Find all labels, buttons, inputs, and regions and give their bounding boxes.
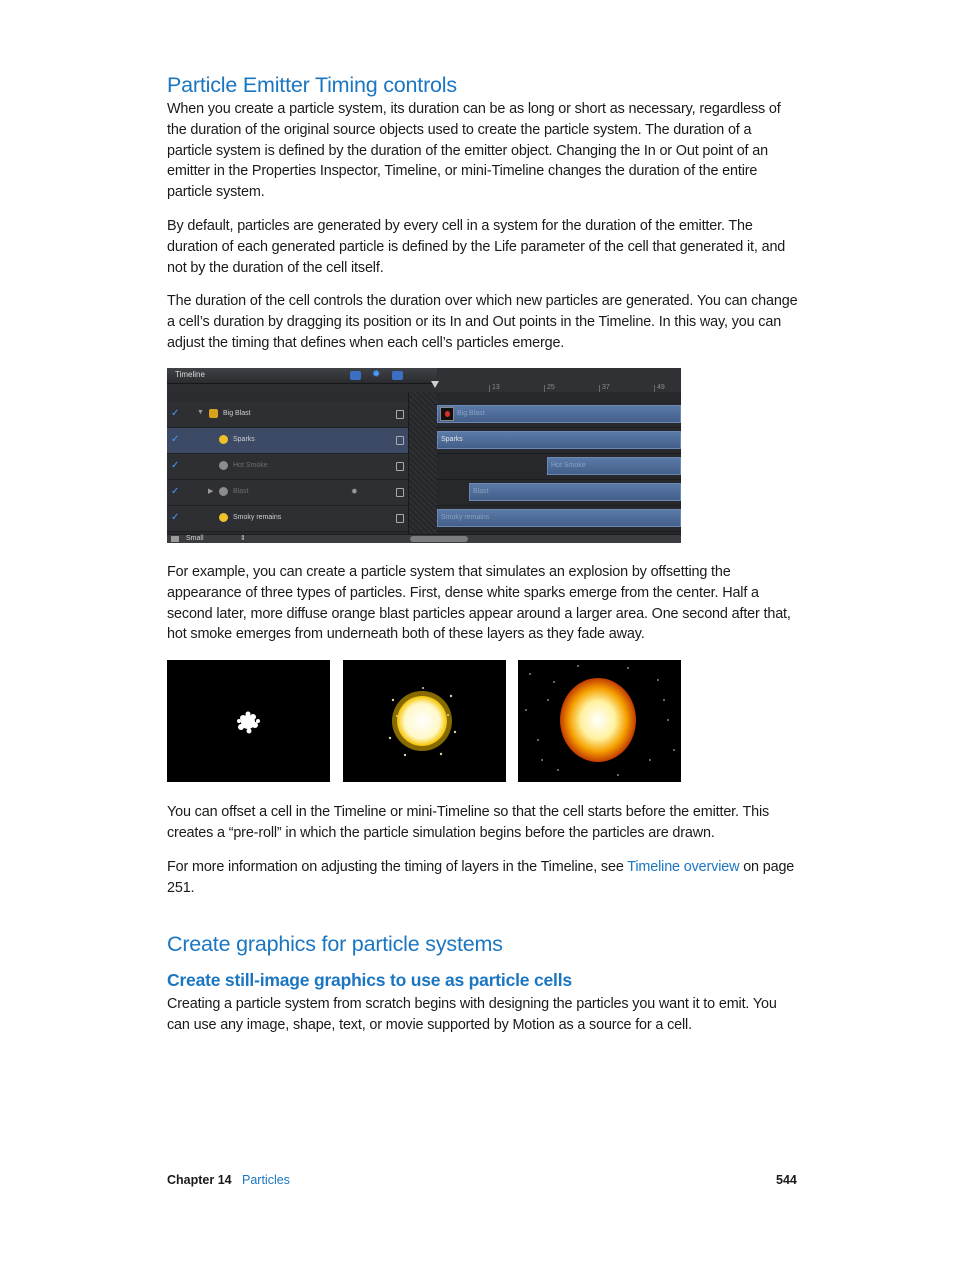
timeline-title: Timeline — [175, 370, 205, 379]
layers-icon[interactable] — [392, 371, 403, 380]
timeline-overview-link[interactable]: Timeline overview — [627, 859, 740, 875]
track-bar-blast[interactable] — [469, 483, 681, 501]
row-size-select[interactable]: Small — [186, 535, 204, 542]
bar-label: Big Blast — [457, 410, 485, 417]
disclosure-triangle-icon[interactable]: ▶ — [208, 488, 214, 495]
track-row — [437, 428, 681, 454]
layer-name: Sparks — [233, 436, 255, 443]
cell-icon — [219, 461, 228, 470]
layer-name: Big Blast — [223, 410, 251, 417]
layer-row-hot-smoke[interactable] — [167, 454, 408, 480]
layer-row-blast[interactable] — [167, 480, 408, 506]
section-heading-create-graphics: Create graphics for particle systems — [167, 932, 503, 956]
more-info-page-ref: on page 251. — [167, 859, 795, 896]
track-row — [437, 506, 681, 532]
sparks-frame-image — [167, 660, 330, 782]
gear-icon[interactable]: ✹ — [351, 487, 358, 496]
timeline-tracks — [437, 392, 681, 538]
footer-chapter-label: Chapter 14 — [167, 1173, 232, 1187]
track-bar-smoky-remains[interactable] — [437, 509, 681, 527]
subheading-still-image-graphics: Create still-image graphics to use as particle cells — [167, 970, 572, 990]
timeline-ruler[interactable] — [437, 368, 681, 393]
body-paragraph: By default, particles are generated by every cell in a system for the duration of the emitter. The duration of each generated particle is defined by the Life parameter of the cell that generated it, and not by the duration of the cell itself. — [167, 218, 786, 276]
body-paragraph-more-info — [167, 857, 799, 899]
layer-toggle-icon[interactable] — [171, 536, 179, 542]
track-bar-big-blast[interactable] — [437, 405, 681, 423]
layer-name: Smoky remains — [233, 514, 282, 521]
page-number: 544 — [776, 1173, 797, 1187]
bar-label: Sparks — [441, 436, 463, 443]
cell-icon — [219, 487, 228, 496]
visibility-checkbox[interactable]: ✓ — [171, 408, 180, 419]
chevron-updown-icon[interactable]: ⇕ — [240, 535, 246, 542]
playhead-icon[interactable] — [431, 381, 439, 388]
lock-icon[interactable] — [396, 436, 404, 445]
timeline-footer — [167, 534, 681, 543]
cell-icon — [219, 513, 228, 522]
ruler-tick-label: 37 — [602, 384, 610, 391]
smoke-explosion — [518, 660, 681, 782]
track-bar-sparks[interactable] — [437, 431, 681, 449]
layer-name: Hot Smoke — [233, 462, 268, 469]
horizontal-scrollbar[interactable] — [410, 536, 468, 542]
lock-icon[interactable] — [396, 488, 404, 497]
disclosure-triangle-icon[interactable]: ▼ — [197, 409, 204, 416]
view-toggle-icon[interactable] — [350, 371, 361, 380]
track-row — [437, 402, 681, 428]
section-heading-emitter-timing: Particle Emitter Timing controls — [167, 73, 457, 97]
body-paragraph: You can offset a cell in the Timeline or mini-Timeline so that the cell starts before the emitter. This creates a “pre-roll” in which the particle simulation begins before the particles are drawn. — [167, 804, 770, 841]
layer-row-smoky-remains[interactable] — [167, 506, 408, 532]
ruler-tick-label: 49 — [657, 384, 665, 391]
sparks-burst — [167, 660, 330, 782]
track-row — [437, 454, 681, 480]
visibility-checkbox[interactable]: ✓ — [171, 486, 180, 497]
gear-icon[interactable]: ✹ — [372, 369, 381, 380]
visibility-checkbox[interactable]: ✓ — [171, 434, 180, 445]
emitter-icon — [209, 409, 218, 418]
smoke-frame-image — [518, 660, 681, 782]
visibility-checkbox[interactable]: ✓ — [171, 512, 180, 523]
lock-icon[interactable] — [396, 462, 404, 471]
body-paragraph: The duration of the cell controls the duration over which new particles are generated. You can change a cell’s duration by dragging its position or its In and Out points in the Timeline. In this way, you can adjust the timing that defines when each cell’s particles emerge. — [167, 293, 798, 351]
bar-label: Hot Smoke — [551, 462, 586, 469]
body-paragraph: When you create a particle system, its duration can be as long or short as necessary, regardless of the duration of the original source objects used to create the particle system. The duration of a particle system is defined by the duration of the emitter object. Changing the In or Out point of an emitter in the Properties Inspector, Timeline, or mini-Timeline changes the duration of the entire particle system. — [167, 101, 781, 201]
blast-frame-image — [343, 660, 506, 782]
layer-name: Blast — [233, 488, 249, 495]
layer-row-big-blast[interactable] — [167, 402, 408, 428]
track-bar-hot-smoke[interactable] — [547, 457, 681, 475]
layer-list — [167, 392, 408, 538]
more-info-text: For more information on adjusting the timing of layers in the Timeline, see — [167, 859, 628, 875]
lock-icon[interactable] — [396, 410, 404, 419]
blast-glow — [343, 660, 506, 782]
track-row — [437, 480, 681, 506]
emitter-thumbnail-icon — [440, 407, 454, 421]
bar-label: Smoky remains — [441, 514, 490, 521]
body-paragraph: Creating a particle system from scratch begins with designing the particles you want it to emit. You can use any image, shape, text, or movie supported by Motion as a source for a cell. — [167, 996, 777, 1033]
body-paragraph: For example, you can create a particle system that simulates an explosion by offsetting the appearance of three types of particles. First, dense white sparks emerge from the center. Half a second later, more diffuse orange blast particles appear around a larger area. One second after that, hot smoke emerges from underneath both of these layers as they fade away. — [167, 564, 791, 643]
footer-chapter-link[interactable]: Particles — [242, 1173, 290, 1187]
timeline-screenshot — [167, 368, 681, 543]
cell-icon — [219, 435, 228, 444]
bar-label: Blast — [473, 488, 489, 495]
timeline-divider — [408, 392, 439, 538]
lock-icon[interactable] — [396, 514, 404, 523]
ruler-tick-label: 25 — [547, 384, 555, 391]
ruler-tick-label: 13 — [492, 384, 500, 391]
visibility-checkbox[interactable]: ✓ — [171, 460, 180, 471]
layer-row-sparks[interactable] — [167, 428, 408, 454]
